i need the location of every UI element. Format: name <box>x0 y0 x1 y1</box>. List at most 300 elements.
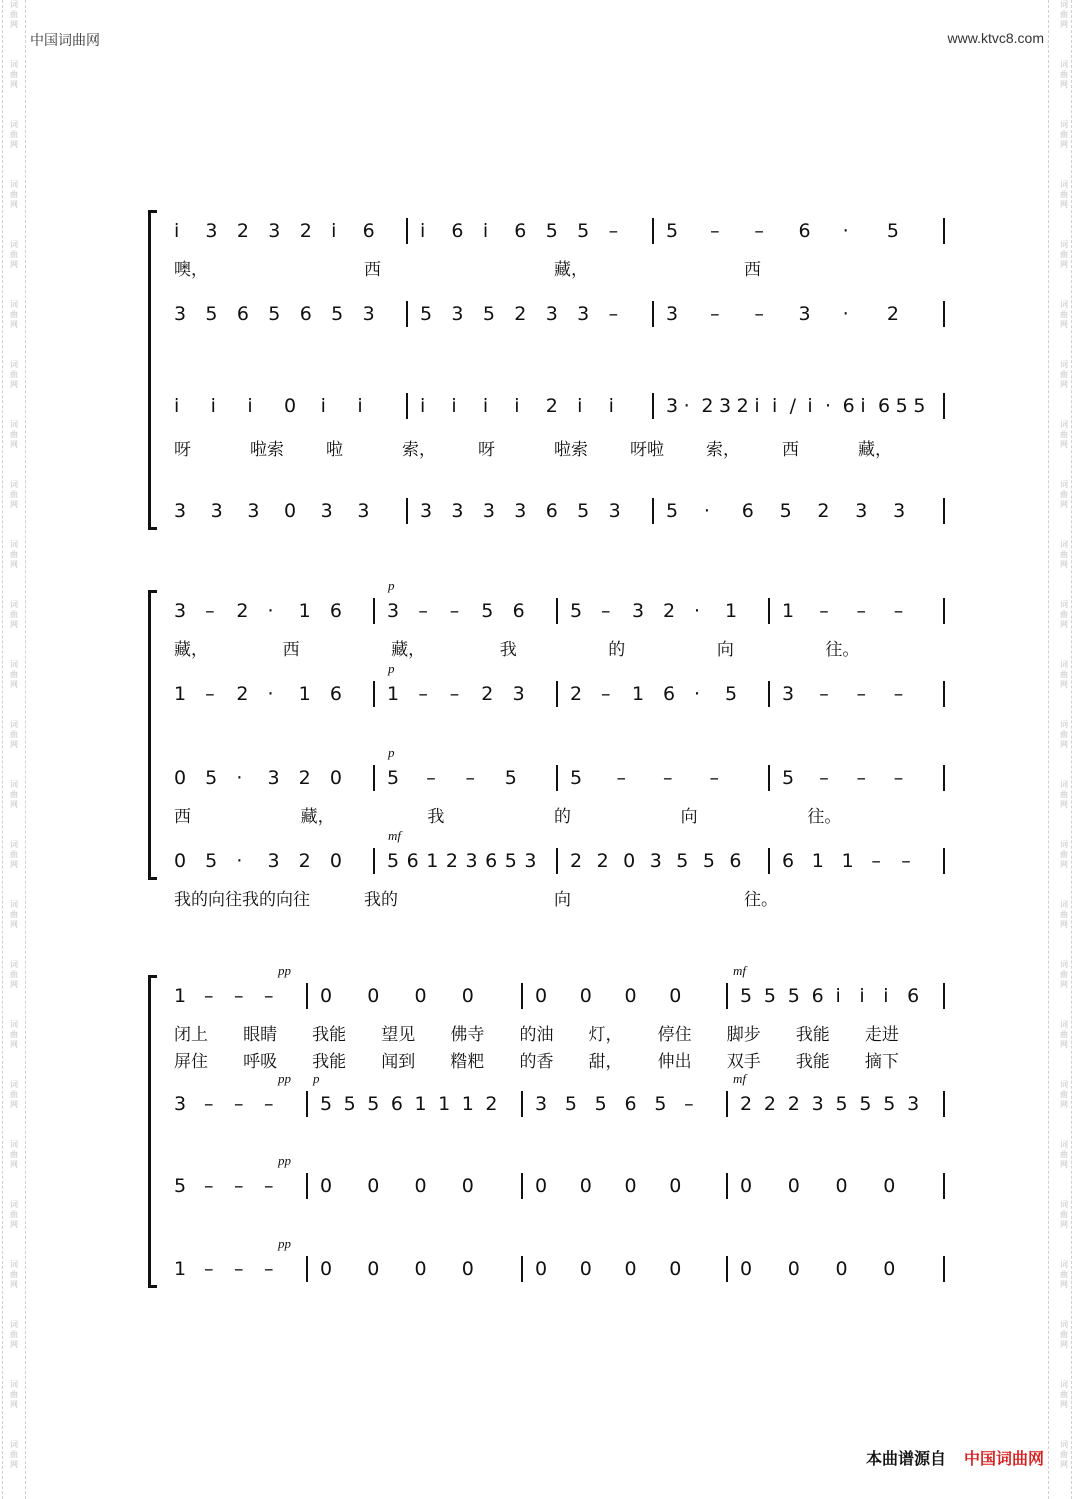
note: 1 <box>174 1258 187 1280</box>
rest: 0 <box>740 1258 753 1280</box>
sustain-dash: – <box>234 985 244 1007</box>
sustain-dash: – <box>710 220 720 242</box>
rest: 0 <box>367 1258 380 1280</box>
note: 5 <box>320 1093 333 1115</box>
note: i <box>174 395 180 417</box>
watermark-mark: 词 曲 网 <box>10 240 18 269</box>
barline <box>943 393 945 419</box>
rest: 0 <box>669 985 682 1007</box>
watermark-mark: 词 曲 网 <box>1060 1140 1068 1169</box>
watermark-mark: 词 曲 网 <box>1060 1320 1068 1349</box>
note: 3 <box>512 683 525 705</box>
sustain-dash: – <box>871 850 881 872</box>
sustain-dash: – <box>684 1093 694 1115</box>
note: 2 <box>298 850 311 872</box>
barline <box>556 598 558 624</box>
sustain-dash: – <box>608 220 619 242</box>
lyric-verse-2: 糌粑 <box>450 1052 485 1072</box>
sustain-dash: – <box>616 767 626 789</box>
dynamic-mark: p <box>313 1071 320 1086</box>
note: 3 <box>267 850 280 872</box>
note: 2 <box>736 395 749 417</box>
watermark-mark: 词 曲 网 <box>1060 480 1068 509</box>
lyric: 向 <box>716 640 734 660</box>
note: 6 <box>299 303 312 325</box>
rest: 0 <box>624 985 637 1007</box>
note: 2 <box>570 850 583 872</box>
lyric: 噢， <box>174 260 208 280</box>
sustain-dash: – <box>418 600 428 622</box>
watermark-mark: 词 曲 网 <box>1060 1440 1068 1469</box>
note: 3 <box>855 500 868 522</box>
watermark-mark: 词 曲 网 <box>1060 720 1068 749</box>
lyric: 西 <box>364 260 381 280</box>
watermark-mark: 词 曲 网 <box>10 600 18 629</box>
note: i <box>807 395 813 417</box>
note: 5 <box>702 850 715 872</box>
lyric: 向 <box>680 807 698 827</box>
watermark-mark: 词 曲 网 <box>1060 120 1068 149</box>
note: · <box>842 220 849 242</box>
sustain-dash: – <box>893 600 904 622</box>
score-system <box>148 210 944 530</box>
note: 2 <box>663 600 676 622</box>
note: 2 <box>817 500 830 522</box>
note: 5 <box>482 303 495 325</box>
watermark-mark: 词 曲 网 <box>10 960 18 989</box>
watermark-mark: 词 曲 网 <box>1060 420 1068 449</box>
barline <box>306 1173 308 1199</box>
note: 1 <box>174 683 187 705</box>
rest: 0 <box>284 395 297 417</box>
watermark-mark: 词 曲 网 <box>1060 600 1068 629</box>
barline <box>943 983 945 1009</box>
note: 5 <box>666 500 679 522</box>
note: 6 <box>406 850 419 872</box>
rest: 0 <box>624 1258 637 1280</box>
barline <box>373 598 375 624</box>
lyric: 呀啦 <box>630 440 664 460</box>
barline <box>373 765 375 791</box>
note: 3 <box>205 220 218 242</box>
note: i <box>859 985 865 1007</box>
rest: 0 <box>579 1175 592 1197</box>
rest: 0 <box>320 985 333 1007</box>
note: i <box>835 985 841 1007</box>
watermark-mark: 词 曲 网 <box>1060 780 1068 809</box>
dynamic-mark: pp <box>278 1153 291 1168</box>
note: 5 <box>564 1093 577 1115</box>
note: 2 <box>299 220 312 242</box>
site-url[interactable]: www.ktvc8.com <box>947 30 1044 46</box>
note: 5 <box>174 1175 187 1197</box>
note: 6 <box>782 850 795 872</box>
watermark-mark: 词 曲 网 <box>10 360 18 389</box>
watermark-mark: 词 曲 网 <box>1060 660 1068 689</box>
note: 5 <box>504 850 517 872</box>
note: 3 <box>174 600 187 622</box>
lyric: 脚步 <box>726 1025 761 1045</box>
watermark-mark: 词 曲 网 <box>10 780 18 809</box>
note: 3 <box>798 303 811 325</box>
dynamic-mark: mf <box>388 828 401 843</box>
lyric: 啦索 <box>250 440 284 460</box>
lyric: 我能 <box>312 1025 347 1045</box>
barline <box>943 681 945 707</box>
note: 6 <box>811 985 824 1007</box>
note: 3 <box>320 500 333 522</box>
rest: 0 <box>787 1258 800 1280</box>
watermark-mark: 词 曲 网 <box>10 1320 18 1349</box>
sustain-dash: – <box>234 1258 244 1280</box>
lyric: 西 <box>282 640 300 660</box>
note: 5 <box>859 1093 872 1115</box>
lyric-verse-2: 我能 <box>795 1052 830 1072</box>
watermark-mark: 词 曲 网 <box>10 1260 18 1289</box>
lyric: 佛寺 <box>450 1025 485 1045</box>
barline <box>556 681 558 707</box>
note: 6 <box>729 850 742 872</box>
rest: 0 <box>579 985 592 1007</box>
note: 6 <box>798 220 811 242</box>
note: 3 <box>632 600 645 622</box>
lyric: 索， <box>402 440 436 460</box>
rest: 0 <box>461 985 474 1007</box>
watermark-mark: 词 曲 网 <box>1060 1200 1068 1229</box>
note: 5 <box>895 395 908 417</box>
note: 5 <box>577 220 590 242</box>
barline <box>373 681 375 707</box>
note: 6 <box>390 1093 403 1115</box>
note: 3 <box>524 850 537 872</box>
note: 5 <box>594 1093 607 1115</box>
note: · <box>236 767 243 789</box>
note: 3 <box>267 767 280 789</box>
watermark-mark: 词 曲 网 <box>10 300 18 329</box>
note: i <box>420 395 426 417</box>
rest: 0 <box>740 1175 753 1197</box>
barline <box>726 1091 728 1117</box>
barline <box>726 983 728 1009</box>
watermark-mark: 词 曲 网 <box>1060 0 1068 29</box>
watermark-mark: 词 曲 网 <box>1060 240 1068 269</box>
note: 2 <box>236 600 249 622</box>
sustain-dash: – <box>204 985 214 1007</box>
note: 3 <box>545 303 558 325</box>
lyric-verse-2: 摘下 <box>864 1052 899 1072</box>
lyric: 往。 <box>807 807 842 827</box>
note: 1 <box>426 850 439 872</box>
watermark-mark: 词 曲 网 <box>10 180 18 209</box>
note: 3 <box>811 1093 824 1115</box>
note: 3 <box>247 500 260 522</box>
note: i <box>860 395 866 417</box>
sustain-dash: – <box>901 850 911 872</box>
note: 3 <box>666 303 679 325</box>
barline <box>943 1091 945 1117</box>
rest: 0 <box>461 1258 474 1280</box>
note: 1 <box>174 985 187 1007</box>
dynamic-mark: pp <box>278 1236 291 1251</box>
note: · <box>267 683 274 705</box>
barline <box>943 1173 945 1199</box>
note: 1 <box>461 1093 474 1115</box>
rest: 0 <box>669 1258 682 1280</box>
sustain-dash: – <box>264 1175 274 1197</box>
note: 6 <box>451 220 464 242</box>
watermark-mark: 词 曲 网 <box>1060 360 1068 389</box>
barline <box>943 848 945 874</box>
lyric: 藏， <box>300 807 335 827</box>
lyric: 索， <box>706 440 740 460</box>
note: 5 <box>835 1093 848 1115</box>
note: · <box>683 395 690 417</box>
barline <box>943 1256 945 1282</box>
note: 5 <box>883 1093 896 1115</box>
note: 5 <box>545 220 558 242</box>
note: 3 <box>649 850 662 872</box>
note: 2 <box>701 395 714 417</box>
lyric: 灯， <box>588 1025 623 1045</box>
dynamic-mark: pp <box>278 963 291 978</box>
note: 3 <box>577 303 590 325</box>
note: 2 <box>514 303 527 325</box>
note: 2 <box>596 850 609 872</box>
lyric-verse-2: 呼吸 <box>243 1052 278 1072</box>
sustain-dash: – <box>754 303 764 325</box>
watermark-mark: 词 曲 网 <box>1060 300 1068 329</box>
rest: 0 <box>835 1175 848 1197</box>
note: i <box>514 395 520 417</box>
sustain-dash: – <box>264 1093 274 1115</box>
note: 3 <box>719 395 732 417</box>
note: 3 <box>514 500 527 522</box>
watermark-mark: 词 曲 网 <box>10 1020 18 1049</box>
watermark-mark: 词 曲 网 <box>10 660 18 689</box>
note: 3 <box>451 303 464 325</box>
sustain-dash: – <box>465 767 475 789</box>
note: 5 <box>740 985 753 1007</box>
note: 5 <box>343 1093 356 1115</box>
sustain-dash: – <box>663 767 673 789</box>
note: 5 <box>367 1093 380 1115</box>
note: 1 <box>438 1093 451 1115</box>
barline <box>521 1256 523 1282</box>
barline <box>652 393 654 419</box>
lyric: 呀 <box>478 440 495 460</box>
note: 3 <box>782 683 795 705</box>
watermark-mark: 词 曲 网 <box>1060 960 1068 989</box>
note: 1 <box>298 600 311 622</box>
note: 5 <box>886 220 899 242</box>
rest: 0 <box>284 500 297 522</box>
note: 5 <box>481 600 494 622</box>
note: 6 <box>514 220 527 242</box>
barline <box>306 1091 308 1117</box>
lyric-verse-2: 甜， <box>588 1052 623 1072</box>
watermark-mark: 词 曲 网 <box>10 900 18 929</box>
rest: 0 <box>883 1258 896 1280</box>
note: 1 <box>414 1093 427 1115</box>
barline <box>768 848 770 874</box>
system-bracket <box>148 975 157 1288</box>
watermark-mark: 词 曲 网 <box>10 480 18 509</box>
score-system <box>148 578 944 910</box>
sustain-dash: – <box>754 220 764 242</box>
score-system <box>148 963 944 1288</box>
note: 6 <box>545 500 558 522</box>
site-name: 中国词曲网 <box>30 33 100 49</box>
note: · <box>703 500 710 522</box>
note: 5 <box>268 303 281 325</box>
watermark-mark: 词 曲 网 <box>10 0 18 29</box>
note: 6 <box>878 395 891 417</box>
barline <box>943 765 945 791</box>
note: 5 <box>577 500 590 522</box>
note: i <box>451 395 457 417</box>
note: 3 <box>451 500 464 522</box>
note: 2 <box>481 683 494 705</box>
note: 6 <box>624 1093 637 1115</box>
sustain-dash: – <box>204 1175 214 1197</box>
lyric-verse-2: 闻到 <box>381 1052 416 1072</box>
sustain-dash: – <box>856 683 866 705</box>
note: 2 <box>787 1093 800 1115</box>
rest: 0 <box>174 850 187 872</box>
sustain-dash: – <box>205 683 215 705</box>
rest: 0 <box>320 1258 333 1280</box>
note: i <box>210 395 216 417</box>
rest: 0 <box>414 985 427 1007</box>
note: i <box>174 220 180 242</box>
barline <box>406 218 408 244</box>
rest: 0 <box>329 767 342 789</box>
watermark-mark: 词 曲 网 <box>10 720 18 749</box>
lyric: 我的 <box>364 890 398 910</box>
barline <box>943 301 945 327</box>
note: 5 <box>570 600 583 622</box>
lyric: 停住 <box>657 1025 692 1045</box>
lyric: 望见 <box>381 1025 416 1045</box>
barline <box>768 765 770 791</box>
sustain-dash: – <box>449 683 460 705</box>
sustain-dash: – <box>449 600 460 622</box>
system-bracket <box>148 210 157 530</box>
note: 6 <box>842 395 855 417</box>
watermark-mark: 词 曲 网 <box>10 1140 18 1169</box>
barline <box>406 498 408 524</box>
sustain-dash: – <box>601 683 611 705</box>
watermark-mark: 词 曲 网 <box>10 540 18 569</box>
rest: 0 <box>367 985 380 1007</box>
lyric-verse-2: 伸出 <box>657 1052 692 1072</box>
watermark-mark: 词 曲 网 <box>10 120 18 149</box>
barline <box>521 1091 523 1117</box>
note: 5 <box>763 985 776 1007</box>
rest: 0 <box>535 1175 548 1197</box>
note: 5 <box>913 395 926 417</box>
note: 6 <box>329 600 342 622</box>
sustain-dash: – <box>204 1093 214 1115</box>
lyric: 走进 <box>864 1025 899 1045</box>
note: · <box>267 600 274 622</box>
note: 3 <box>357 500 370 522</box>
note: i <box>482 220 489 242</box>
note: i <box>608 395 614 417</box>
note: 3 <box>174 500 187 522</box>
note: 1 <box>841 850 854 872</box>
barline <box>652 218 654 244</box>
barline <box>768 598 770 624</box>
note: 3 <box>420 500 433 522</box>
note: 2 <box>763 1093 776 1115</box>
watermark-mark: 词 曲 网 <box>1060 1260 1068 1289</box>
note: · <box>825 395 832 417</box>
lyric: 西 <box>174 807 191 827</box>
note: 1 <box>298 683 311 705</box>
sustain-dash: – <box>819 683 829 705</box>
watermark-mark: 词 曲 网 <box>1060 540 1068 569</box>
barline <box>943 498 945 524</box>
watermark-mark: 词 曲 网 <box>1060 1080 1068 1109</box>
dynamic-mark: pp <box>278 1071 291 1086</box>
lyric: 西 <box>782 440 799 460</box>
lyric-verse-2: 我能 <box>312 1052 347 1072</box>
barline <box>521 1173 523 1199</box>
sustain-dash: – <box>204 1258 214 1280</box>
note: 5 <box>504 767 517 789</box>
barline <box>373 848 375 874</box>
watermark-mark: 词 曲 网 <box>1060 1380 1068 1409</box>
note: 6 <box>663 683 676 705</box>
lyric-verse-2: 的香 <box>519 1052 554 1072</box>
note: 3 <box>362 303 375 325</box>
lyric: 的油 <box>519 1025 554 1045</box>
note: 2 <box>298 767 311 789</box>
note: 5 <box>205 767 218 789</box>
rest: 0 <box>624 1175 637 1197</box>
rest: 0 <box>623 850 636 872</box>
note: 5 <box>676 850 689 872</box>
sustain-dash: – <box>601 600 611 622</box>
rest: 0 <box>174 767 187 789</box>
lyric: 往。 <box>744 890 778 910</box>
note: 5 <box>782 767 795 789</box>
note: 2 <box>236 683 249 705</box>
note: i <box>331 220 337 242</box>
sustain-dash: – <box>608 303 619 325</box>
note: 2 <box>545 395 558 417</box>
note: 3 <box>174 303 187 325</box>
footer-brand[interactable]: 中国词曲网 <box>963 1449 1044 1468</box>
note: 2 <box>236 220 249 242</box>
watermark-mark: 词 曲 网 <box>1060 900 1068 929</box>
barline <box>406 301 408 327</box>
note: 5 <box>387 767 400 789</box>
note: 6 <box>512 600 525 622</box>
lyric: 的 <box>554 807 571 827</box>
rest: 0 <box>320 1175 333 1197</box>
rest: 0 <box>414 1175 427 1197</box>
sustain-dash: – <box>264 985 274 1007</box>
note: 5 <box>205 850 218 872</box>
watermark-mark: 词 曲 网 <box>10 840 18 869</box>
note: 6 <box>907 985 920 1007</box>
lyric: 我的向往我的向往 <box>174 890 310 910</box>
watermark-mark: 词 曲 网 <box>10 1380 18 1409</box>
lyric: 的 <box>608 640 626 660</box>
sustain-dash: – <box>819 600 829 622</box>
